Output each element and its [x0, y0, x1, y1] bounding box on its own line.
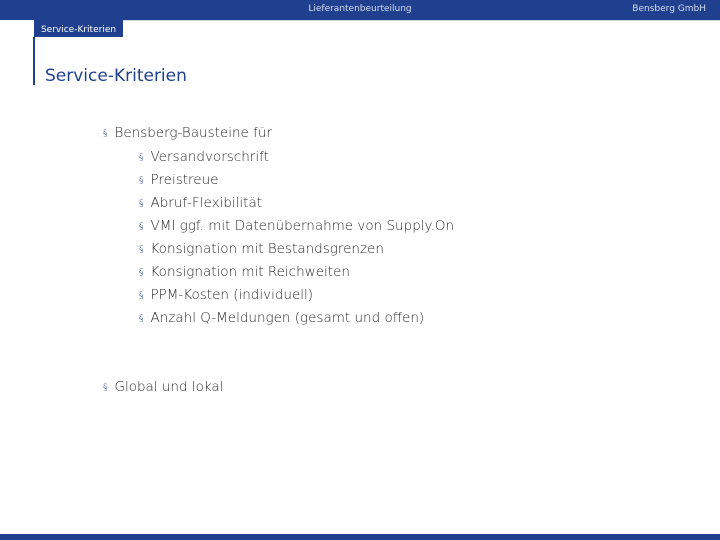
main-bullet — [103, 125, 272, 141]
bullet-marker: § — [139, 153, 144, 163]
bullet-marker: § — [139, 314, 144, 324]
sub-bullet — [139, 264, 350, 280]
bullet-text: Global und lokal — [114, 379, 224, 395]
bullet-marker: § — [139, 291, 144, 301]
bullet-text: VMI ggf. mit Datenübernahme von Supply.On — [150, 218, 455, 234]
footer-bar — [0, 534, 720, 540]
bullet-text: PPM-Kosten (individuell) — [150, 287, 314, 303]
sub-bullet — [139, 172, 218, 188]
sub-bullet — [139, 310, 424, 326]
bullet-text: Anzahl Q-Meldungen (gesamt und offen) — [150, 310, 425, 326]
bullet-text: Preistreue — [150, 172, 219, 188]
bullet-text: Bensberg-Bausteine für — [114, 125, 272, 141]
bullet-marker: § — [103, 129, 108, 139]
sub-bullet — [139, 287, 313, 303]
bullet-text: Abruf-Flexibilität — [150, 195, 263, 211]
bullet-marker: § — [139, 176, 144, 186]
section-tab: Service-Kriterien — [34, 20, 123, 37]
bullet-text: Versandvorschrift — [150, 149, 269, 165]
tab-divider — [123, 20, 720, 38]
bullet-text: Konsignation mit Reichweiten — [150, 264, 350, 280]
sub-bullet — [139, 149, 269, 165]
slide-title: Service-Kriterien — [45, 66, 187, 86]
bullet-text: Konsignation mit Bestandsgrenzen — [150, 241, 384, 257]
bullet-marker: § — [139, 222, 144, 232]
header-bar — [0, 0, 720, 20]
bullet-marker: § — [103, 383, 108, 393]
bullet-marker: § — [139, 199, 144, 209]
main-bullet — [103, 379, 223, 395]
sub-bullet — [139, 218, 454, 234]
title-accent-line — [33, 37, 35, 85]
bullet-marker: § — [139, 268, 144, 278]
company-name: Bensberg GmbH — [632, 4, 706, 14]
sub-bullet — [139, 241, 384, 257]
presentation-title: Lieferantenbeurteilung — [308, 4, 412, 14]
sub-bullet — [139, 195, 262, 211]
bullet-marker: § — [139, 245, 144, 255]
